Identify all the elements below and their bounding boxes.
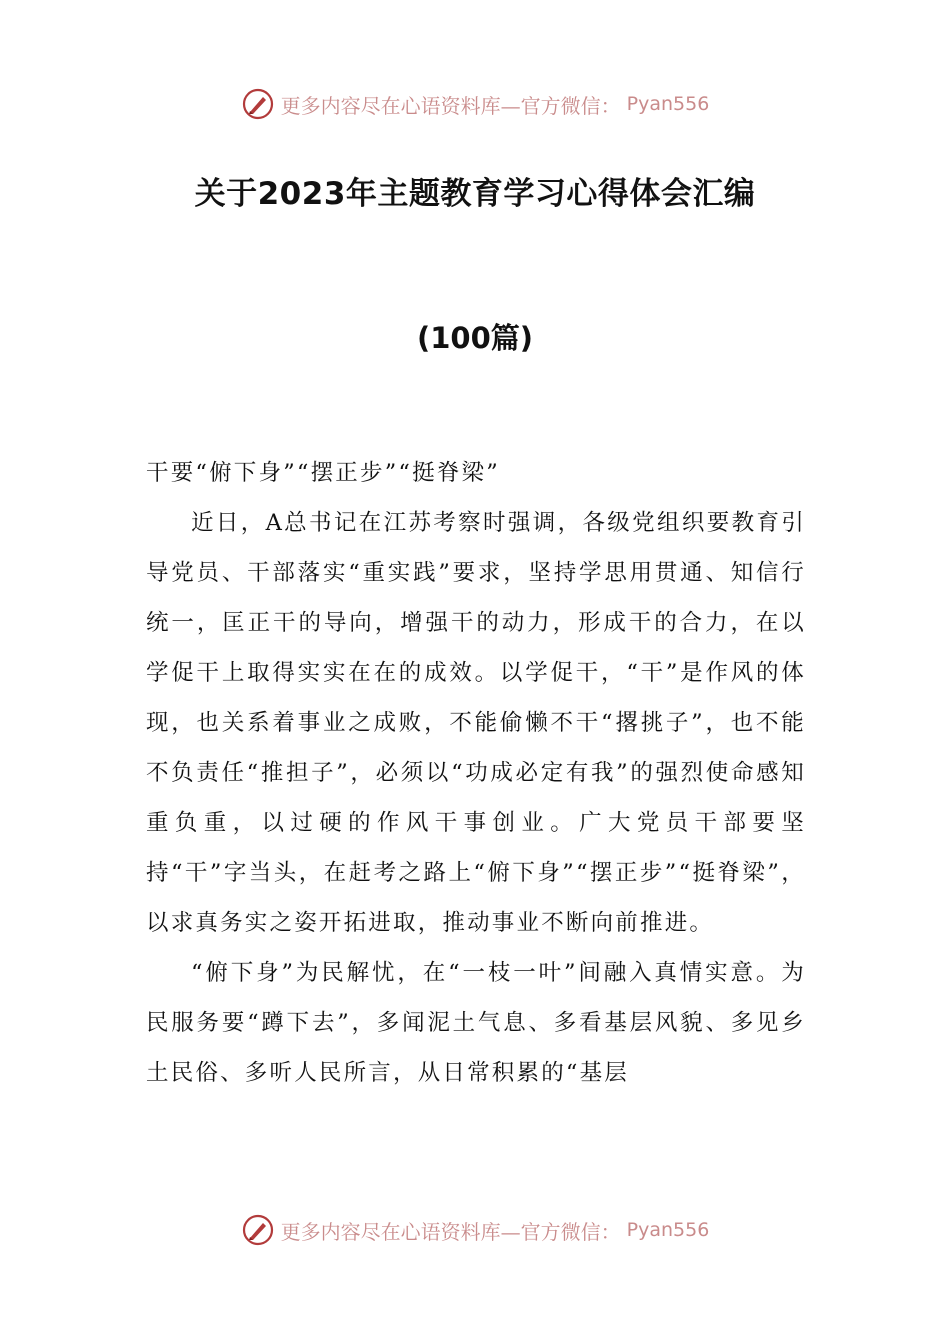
header-watermark-banner <box>0 84 950 124</box>
document-title: 关于2023年主题教育学习心得体会汇编 <box>194 176 756 212</box>
footer-watermark-banner <box>0 1210 950 1250</box>
banner-text: 更多内容尽在心语资料库—官方微信： <box>280 1219 621 1244</box>
banner-text: 更多内容尽在心语资料库—官方微信： <box>280 93 621 118</box>
section-heading: 干要“俯下身”“摆正步”“挺脊梁” <box>146 460 500 486</box>
banner-wechat-id: Pyan556 <box>626 1219 710 1241</box>
body-paragraph-1: 近日，A总书记在江苏考察时强调，各级党组织要教育引导党员、干部落实“重实践”要求，坚持学思用贯通、知信行统一，匡正干的导向，增强干的动力，形成干的合力，在以学促干上取得实实在在的成效。以学促干，“干”是作风的体现，也关系着事业之成败，不能偷懒不干“撂挑子”，也不能不负责任“推担子”，必须以“功成必定有我”的强烈使命感知重负重，以过硬的作风干事创业。广大党员干部要坚持“干”字当头，在赶考之路上“俯下身”“摆正步”“挺脊梁”，以求真务实之姿开拓进取，推动事业不断向前推进。 <box>146 510 806 936</box>
document-body <box>146 448 806 1098</box>
banner-wechat-id: Pyan556 <box>626 93 710 115</box>
pen-circle-logo-icon <box>241 1213 275 1247</box>
body-paragraph-2: “俯下身”为民解忧，在“一枝一叶”间融入真情实意。为民服务要“蹲下去”，多闻泥土气息、多看基层风貌、多见乡土民俗、多听人民所言，从日常积累的“基层 <box>146 960 806 1086</box>
document-subtitle: (100篇) <box>416 321 534 355</box>
pen-circle-logo-icon <box>241 87 275 121</box>
